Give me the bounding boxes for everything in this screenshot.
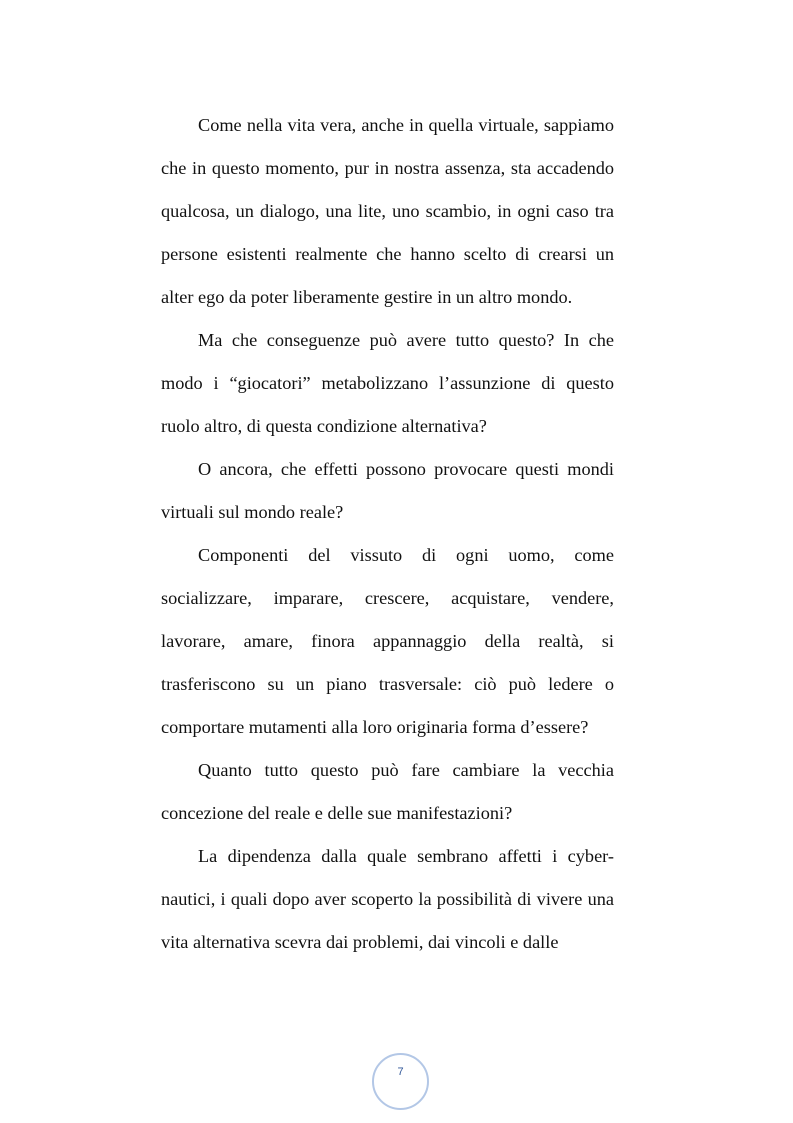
paragraph: Quanto tutto questo può fare cambiare la vecchia concezione del reale e delle sue manifestazioni?: [161, 760, 614, 823]
page-number: 7: [372, 1053, 429, 1110]
paragraph: La dipendenza dalla quale sembrano affetti i cyber-nautici, i quali dopo aver scoperto la possibilità di vivere una vita alternativa scevra dai problemi, dai vincoli e dalle: [161, 846, 614, 952]
paragraph: O ancora, che effetti possono provocare questi mondi virtuali sul mondo reale?: [161, 459, 614, 522]
paragraph: Come nella vita vera, anche in quella virtuale, sappiamo che in questo momento, pur in nostra assenza, sta accadendo qualcosa, un dialogo, una lite, uno scambio, in ogni caso tra persone esistenti realmente che hanno scelto di crearsi un alter ego da poter liberamente gestire in un altro mondo.: [161, 115, 614, 307]
body-text: [161, 104, 614, 964]
paragraph: Ma che conseguenze può avere tutto questo? In che modo i “giocatori” metabolizzano l’assunzione di questo ruolo altro, di questa condizione alternativa?: [161, 330, 614, 436]
paragraph: Componenti del vissuto di ogni uomo, come socializzare, imparare, crescere, acquistare, vendere, lavorare, amare, finora appannaggio della realtà, si trasferiscono su un piano trasversale: ciò può ledere o comportare mutamenti alla loro originaria forma d’essere?: [161, 545, 614, 737]
